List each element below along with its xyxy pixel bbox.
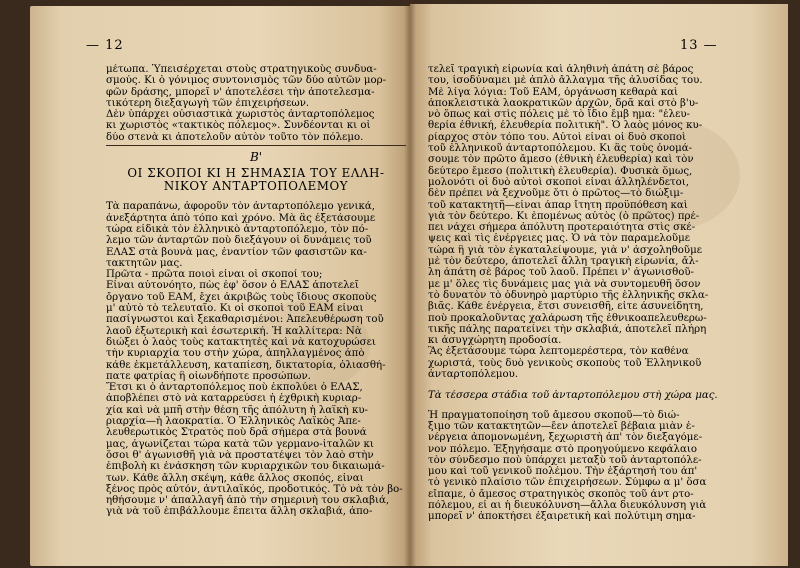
text-line: πει νάχει σήμερα ἀπόλυτη προτεραιότητα στὶς σκέ- [428, 222, 696, 234]
text-line: μέτωπα. Ὑπεισέρχεται στοὺς στρατηγικοὺς συνδυα- [106, 64, 377, 75]
text-line: ηθήσουμε ν' ἀπαλλαγῆ ἀπὸ τὴν σημερινὴ του σκλαβιά, [106, 495, 390, 507]
underline-rule [106, 145, 406, 146]
right-page-number: 13 — [680, 38, 718, 53]
section-subheading: Τὰ τέσσερα στάδια τοῦ ἀνταρτοπόλεμου στὴ χώρα μας. [428, 390, 718, 402]
text-line: ριαρχία—ἡ λαοκρατία. Ὁ Ἑλληνικὸς Λαϊκὸς Ἀπε- [106, 416, 361, 428]
left-body-text [106, 201, 406, 517]
text-line: γιὰ τὸν δεύτερο. Κι ἑπομένως αὐτὸς (ὁ πρῶτος) πρέ- [428, 210, 700, 222]
text-line: λευθερωτικὸς Στρατὸς ποὺ δρᾶ σήμερα στὰ βουνά [106, 427, 367, 439]
text-line: ρίαρχος στὸν τόπο του. Αὐτοὶ εἶναι οἱ δυὸ σκοποὶ [428, 131, 687, 143]
text-line: τὸ δυνατὸν τὸ ὀδυνηρὸ μαρτύριο τῆς ἑλληνικῆς σκλα- [428, 289, 709, 301]
text-line: των. Κάθε ἄλλη σκέψη, κάθε ἄλλος σκοπός, εἶναι [106, 472, 364, 484]
left-page-number: — 12 [86, 38, 124, 53]
section-title-line-1: ΟΙ ΣΚΟΠΟΙ ΚΙ Η ΣΗΜΑΣΙΑ ΤΟΥ ΕΛΛΗ- [127, 167, 385, 181]
text-line: Δὲν ὑπάρχει οὐσιαστικὰ χωριστὸς ἀνταρτοπόλεμος [106, 109, 375, 121]
text-line: ψεις καὶ τὶς ἐνέργειες μας. Ὁ νὰ τὸν παραμελοῦμε [428, 233, 690, 245]
text-line: νέργεια ἀπομονωμένη, ξεχωριστὴ ἀπ' τὸν διεξαγόμε- [428, 432, 703, 444]
text-line: του, ἰσοδύναμει μὲ ἁπλὸ ἄλλαγμα τῆς ἁλυσίδας του. [428, 75, 703, 87]
text-line: τοῦ κατακτητῆ—εἶναι ἀπαρ ἴτητη προϋπόθεση καὶ [428, 199, 688, 211]
text-line: πατε φατρίας ἢ οἰωνδήποτε προσώπων. [106, 370, 311, 382]
text-line: ἀνεξάρτητα ἀπὸ τόπο καὶ χρόνο. Μὰ ἂς ἐξετάσουμε [106, 212, 376, 224]
text-line: Ἔτσι κι ὁ ἀνταρτοπόλεμος ποὺ ἐκπολύει ὁ ΕΛΑΣ, [106, 382, 363, 394]
text-line: φῶν δράσης, μπορεῖ ν' ἀποτελέσει τὴν ἀποτελεσμα- [106, 86, 375, 98]
text-line: διώξει ὁ λαὸς τοὺς κατακτητὲς καὶ νὰ κατοχυρώσει [106, 336, 376, 348]
text-line: τὴν κυριαρχία του στὴν χώρα, ἀπηλλαγμένος ἀπὸ [106, 348, 365, 360]
text-line: δὲν πρέπει νὰ ξεχνοῦμε ὅτι ὁ πρῶτος—τὸ διώξιμ- [428, 188, 684, 200]
section-number: Β' [249, 152, 263, 164]
text-line: κι χωριστὸς «τακτικὸς πόλεμος». Συνδέονται κι οἱ [106, 120, 371, 132]
text-line: ξένος πρὸς αὐτόν, ἀντιλαϊκός, προδοτικός. Τὸ νὰ τὸν βο- [106, 483, 403, 495]
text-line: νὸ ὅπως καὶ στὶς πόλεις μὲ τὸ ἴδιο ἔμβ ημα: "ἐλευ- [428, 109, 690, 121]
text-line: δύο στενὰ κι ἀποτελοῦν αὐτὸν τοῦτο τὸν πόλεμο. [106, 131, 364, 143]
text-line: ὄργανο τοῦ ΕΑΜ, ἔχει ἀκριβῶς τοὺς ἴδιους σκοποὺς [106, 291, 377, 303]
text-line: τοῦ ἑλληνικοῦ ἀνταρτοπόλεμου. Κι ἂς τοὺς ὀνομά- [428, 143, 693, 155]
text-line: τακτητῶν μας. [106, 257, 183, 269]
text-line: λεμο τῶν ἀνταρτῶν ποὺ διεξάγουν οἱ δυνάμεις τοῦ [106, 235, 372, 247]
text-line: πόλεμου, εἰ αι ἡ διευκόλυνση—ἄλλα διευκόλυνση γιὰ [428, 499, 707, 511]
text-line: ἐπιβολὴ κι ἐνάσκηση τῶν κυριαρχικῶν του δικαιωμά- [106, 461, 385, 473]
text-line: μὲ τὸν δεύτερο, ἀποτελεῖ ἄλλη τραγικὴ εἰρωνία, ἄλ- [428, 256, 699, 268]
text-line: Πρῶτα - πρῶτα ποιοὶ εἶναι οἱ σκοποί του; [106, 269, 323, 281]
text-line: μας, ἀγωνίζεται τώρα κατὰ τῶν γερμανο-ἰταλῶν κι [106, 438, 374, 450]
text-line: λαοῦ ἐξωτερικὴ καὶ ἐσωτερική. Ἡ καλλίτερα: Νὰ [106, 325, 362, 337]
text-line: δεύτερο ἔμεσο (πολιτικὴ ἐλευθερία). Φυσικὰ ὅμως, [428, 165, 693, 177]
text-line: σουμε τὸν πρῶτο ἄμεσο (ἐθνικὴ ἐλευθερία) καὶ τὸν [428, 154, 694, 166]
text-line: ξιμο τῶν κατακτητῶν—ἔεν ἀποτελεῖ βέβαια μιὰν ἐ- [428, 420, 695, 432]
text-line: τὸ γενικὸ πλαίσιο τῶν ἐπιχειρήσεων. Σύμφω α μ' ὅσα [428, 477, 707, 489]
text-line: Τὰ παραπάνω, ἀφοροῦν τὸν ἀνταρτοπόλεμο γενικά, [106, 201, 375, 213]
text-line: μου καὶ τοῦ γενικοῦ πολέμου. Τὴν ἐξάρτησή του ἀπ' [428, 466, 698, 478]
text-line: τώρα εἰδικὰ τὸν ἑλληνικὸ ἀνταρτοπόλεμο, τὸν πό- [106, 223, 369, 235]
text-line: κάθε ἐκμετάλλευση, καταπίεση, δικτατορία, ὀλιασθή- [106, 359, 386, 371]
text-line: νον πόλεμο. Ἐξηγήσαμε στὸ προηγούμενο κεφάλαιο [428, 443, 698, 455]
text-line: Ἂς ἐξετάσουμε τώρα λεπτομερέστερα, τὸν καθένα [428, 346, 689, 358]
text-line: θερία ἐθνική, ἐλευθερία πολιτική". Ὁ λαὸς μόνος κυ- [428, 120, 703, 132]
text-line: τὸν σύνδεσμο ποὺ ὑπάρχει μεταξὺ τοῦ ἀνταρτοπόλε- [428, 454, 702, 466]
text-line: γιὰ νὰ τοῦ ἐπιβάλλουμε ἔπειτα ἄλλη σκλαβιά, ἀπο- [106, 506, 373, 518]
text-line: χωριστά, τοὺς δυὸ γενικοὺς σκοποὺς τοῦ Ἑλληνικοῦ [428, 357, 702, 369]
text-line: τικῆς πάλης παρατείνει τὴν σκλαβιά, ἀποτελεῖ πλήρη [428, 323, 707, 335]
text-line: τικότερη διεξαγωγὴ τῶν ἐπιχειρήσεων. [106, 97, 310, 109]
text-line: Μὲ λίγα λόγια: Τοῦ ΕΑΜ, ὀργάνωση κεθαρὰ καὶ [428, 86, 678, 98]
text-line: εἴπαμε, ὁ ἄμεσος στρατηγικὸς σκοπὸς τοῦ ἀντ ρτο- [428, 488, 694, 500]
text-line: Εἶναι αὐτονόητο, πὼς ἐφ' ὅσον ὁ ΕΛΑΣ ἀποτελεῖ [106, 280, 359, 292]
text-line: ποὺ προκαλοῦντας χαλάρωση τῆς ἐθνικοαπελευθερω- [428, 312, 707, 324]
section-title-line-2: ΝΙΚΟΥ ΑΝΤΑΡΤΟΠΟΛΕΜΟΥ [163, 180, 349, 194]
right-top-text [428, 64, 728, 380]
text-line: βιᾶς. Κάθε ἐνέργεια, ἔτσι συνεισθῆ, εἶτε ἀσυνείδητη, [428, 301, 704, 313]
left-text-column [106, 64, 406, 518]
text-line: ΕΛΑΣ στὰ βουνὰ μας, ἐναντίον τῶν φασιστῶν κα- [106, 246, 367, 258]
text-line: ὅσοι θ' ἀγωνισθῆ γιὰ νὰ προστατέψει τὸν λαὸ στὴν [106, 449, 374, 461]
text-line: ἀνταρτοπόλεμου. [428, 369, 519, 381]
text-line: μπορεῖ ν' ἀποκτήσει ἐξαιρετικὴ καὶ πολύτιμη σημα- [428, 511, 696, 523]
left-intro-paragraph [106, 64, 406, 143]
right-text-column [428, 64, 728, 523]
text-line: Ἡ πραγματοποίηση τοῦ ἄμεσου σκοποῦ—τὸ διώ- [428, 409, 680, 421]
text-line: χία καὶ νὰ μπῆ στὴν θέση τῆς ἀπόλυτη ἡ λαϊκὴ κυ- [106, 404, 368, 416]
text-line: μολονότι οἱ δυὸ αὐτοὶ σκοποὶ εἶναι ἀλληλένδετοι, [428, 176, 690, 188]
text-line: κι ἀσυγχώρητη προδοσία. [428, 335, 562, 347]
text-line: ἀποβλέπει στὸ νὰ καταρρεύσει ἡ ἐχθρικὴ κυριαρ- [106, 393, 362, 405]
right-bottom-text [428, 410, 728, 523]
text-line: τώρα ἢ γιὰ τὸν ἐγκαταλείψουμε, γιὰ ν' ἀσχοληθοῦμε [428, 244, 703, 256]
text-line: λη ἀπάτη σὲ βάρος τοῦ λαοῦ. Πρέπει ν' ἀγωνισθοῦ- [428, 267, 694, 279]
text-line: σμούς. Κι ὁ γόνιμος συντονισμὸς τῶν δύο αὐτῶν μορ- [106, 75, 387, 87]
text-line: πασίγνωστοι καὶ ξεκαθαρισμένοι: Ἀπελευθέρωση τοῦ [106, 314, 384, 326]
text-line: τελεῖ τραγικὴ εἰρωνία καὶ ἀληθινὴ ἀπάτη σὲ βάρος [428, 64, 694, 75]
text-line: με μ' ὅλες τὶς δυνάμεις μας γιὰ νὰ συντομευθῆ ὅσον [428, 278, 701, 290]
text-line: ἀποκλειστικὰ λαοκρατικῶν ἀρχῶν, δρᾶ καὶ στὸ β'υ- [428, 97, 699, 109]
text-line: μ' αὐτὸ τὸ τελευταῖο. Κι οἱ σκοποὶ τοῦ ΕΑΜ εἶναι [106, 303, 364, 315]
